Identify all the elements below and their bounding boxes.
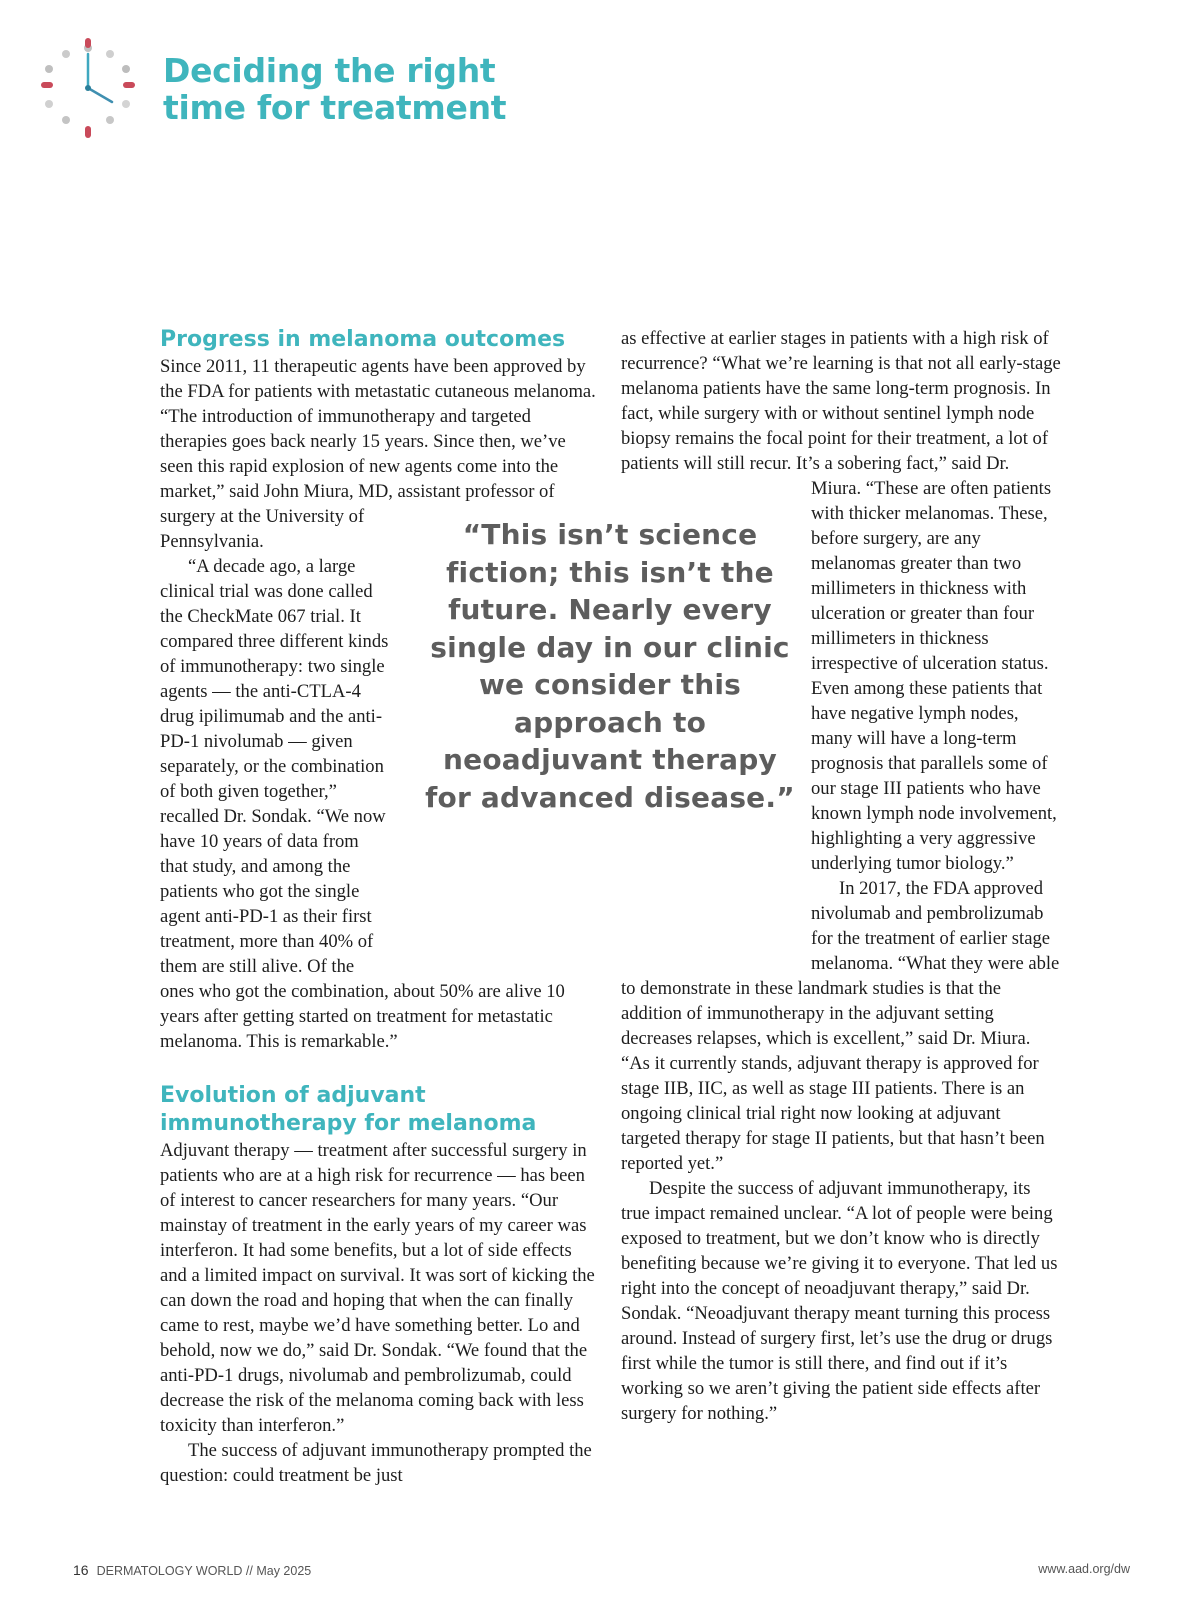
evolution-heading-line-1: Evolution of adjuvant [160, 1083, 426, 1108]
title-line-1: Deciding the right [163, 51, 496, 90]
page-number: 16 [73, 1562, 89, 1578]
footer-url[interactable]: www.aad.org/dw [1038, 1562, 1130, 1576]
paragraph-right-2: In 2017, the FDA approved nivolumab and pembrolizumab for the treatment of earlier stage melanoma. “What they were able to demonstrate in these landmark studies is that the addition of immunotherapy in the adjuvant setting decreases relapses, which is excellent,” said Dr. Miura. “As it currently stands, adjuvant therapy is approved for stage IIB, IIC, as well as stage III patients. There is an ongoing clinical trial right now looking at adjuvant targeted therapy for stage II patients, but that hasn’t been reported yet.” [621, 878, 1060, 1174]
paragraph-progress-1: Since 2011, 11 therapeutic agents have been approved by the FDA for patients with metastatic cutaneous melanoma. “The introduction of immunotherapy and targeted therapies goes back nearly 15 years. Since then, we’ve seen this rapid explosion of new agents come into the market,” said John Miura, MD, assistant professor of surgery at the University of Pennsylvania. [160, 356, 596, 552]
section-heading-evolution [160, 1082, 600, 1138]
left-column [160, 326, 600, 1488]
paragraph-right-1: as effective at earlier stages in patients with a high risk of recurrence? “What we’re learning is that not all early-stage melanoma patients have the same long-term prognosis. In fact, while surgery with or without sentinel lymph node biopsy remains the focal point for their treatment, a lot of patients will still recur. It’s a sobering fact,” said Dr. Miura. “These are often patients with thicker melanomas. These, before surgery, are any melanomas greater than two millimeters in thickness with ulceration or greater than four millimeters in thickness irrespective of ulceration status. Even among these patients that have negative lymph nodes, many will have a long-term prognosis that parallels some of our stage III patients who have known lymph node involvement, highlighting a very aggressive underlying tumor biology.” [621, 328, 1061, 874]
paragraph-evolution-1: Adjuvant therapy — treatment after successful surgery in patients who are at a high risk for recurrence — has been of interest to cancer researchers for many years. “Our mainstay of treatment in the early years of my career was interferon. It had some benefits, but a lot of side effects and a limited impact on survival. It was sort of kicking the can down the road and hoping that when the can finally came to rest, maybe we’d have something better. Lo and behold, now we do,” said Dr. Sondak. “We found that the anti-PD-1 drugs, nivolumab and pembrolizumab, could decrease the risk of the melanoma coming back with less toxicity than interferon.” [160, 1140, 595, 1436]
footer-publication [73, 1562, 311, 1578]
article-title [163, 52, 506, 126]
evolution-heading-line-2: immunotherapy for melanoma [160, 1111, 537, 1136]
clock-of-pills-icon [40, 36, 136, 140]
section-heading-progress: Progress in melanoma outcomes [160, 327, 566, 352]
pull-quote: “This isn’t science fiction; this isn’t the future. Nearly every single day in our clinic we consider this approach to neoadjuvant therapy for advanced disease.” [425, 518, 795, 814]
publication-name: DERMATOLOGY WORLD // May 2025 [96, 1564, 312, 1578]
paragraph-progress-2: “A decade ago, a large clinical trial was done called the CheckMate 067 trial. It compared three different kinds of immunotherapy: two single agents — the anti-CTLA-4 drug ipilimumab and the anti-PD-1 nivolumab — given separately, or the combination of both given together,” recalled Dr. Sondak. “We now have 10 years of data from that study, and among the patients who got the single agent anti-PD-1 as their first treatment, more than 40% of them are still alive. Of the ones who got the combination, about 50% are alive 10 years after getting started on treatment for metastatic melanoma. This is remarkable.” [160, 556, 565, 1052]
title-line-2: time for treatment [163, 88, 507, 127]
right-column [621, 326, 1063, 1426]
paragraph-right-3: Despite the success of adjuvant immunotherapy, its true impact remained unclear. “A lot of people were being exposed to treatment, but we don’t know who is directly benefiting because we’re giving it to everyone. That led us right into the concept of neoadjuvant therapy,” said Dr. Sondak. “Neoadjuvant therapy meant turning this process around. Instead of surgery first, let’s use the drug or drugs first while the tumor is still there, and find out if it’s working so we aren’t giving the patient side effects after surgery for nothing.” [621, 1178, 1058, 1424]
paragraph-evolution-2: The success of adjuvant immunotherapy prompted the question: could treatment be just [160, 1440, 592, 1486]
